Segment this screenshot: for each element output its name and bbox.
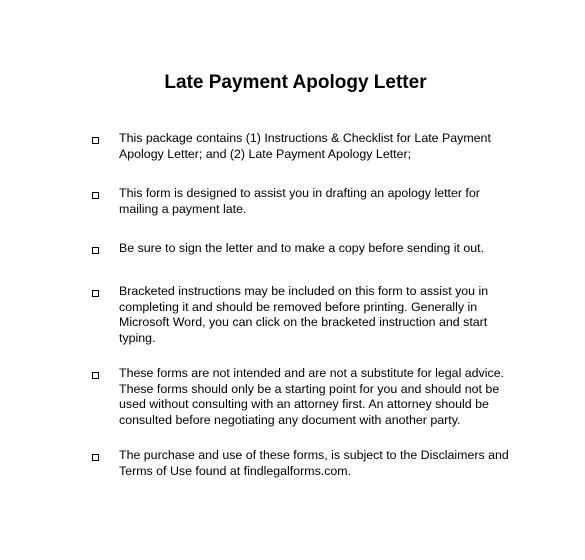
square-bullet-icon [92,247,99,254]
square-bullet-icon [92,290,99,297]
square-bullet-icon [92,454,99,461]
square-bullet-icon [92,137,99,144]
list-item-text: This form is designed to assist you in drafting an apology letter for mailing a payment late. [119,186,480,216]
list-item-text: Bracketed instructions may be included on this form to assist you in completing it and should be removed before printing. Generally in Microsoft Word, you can click on the bracketed instruction and start typing. [119,284,489,345]
square-bullet-icon [92,192,99,199]
square-bullet-icon [92,372,99,379]
list-item-text: Be sure to sign the letter and to make a copy before sending it out. [119,241,485,255]
list-item-text: These forms are not intended and are not a substitute for legal advice. These forms should only be a starting point for you and should not be used without consulting with an attorney first. An attorney should be consulted before negotiating any document with another party. [119,366,505,427]
document-title: Late Payment Apology Letter [164,72,427,93]
list-item-text: This package contains (1) Instructions & Checklist for Late Payment Apology Letter; and (2) Late Payment Apology Letter; [119,131,491,161]
list-item-text: The purchase and use of these forms, is subject to the Disclaimers and Terms of Use found at findlegalforms.com. [119,448,509,478]
